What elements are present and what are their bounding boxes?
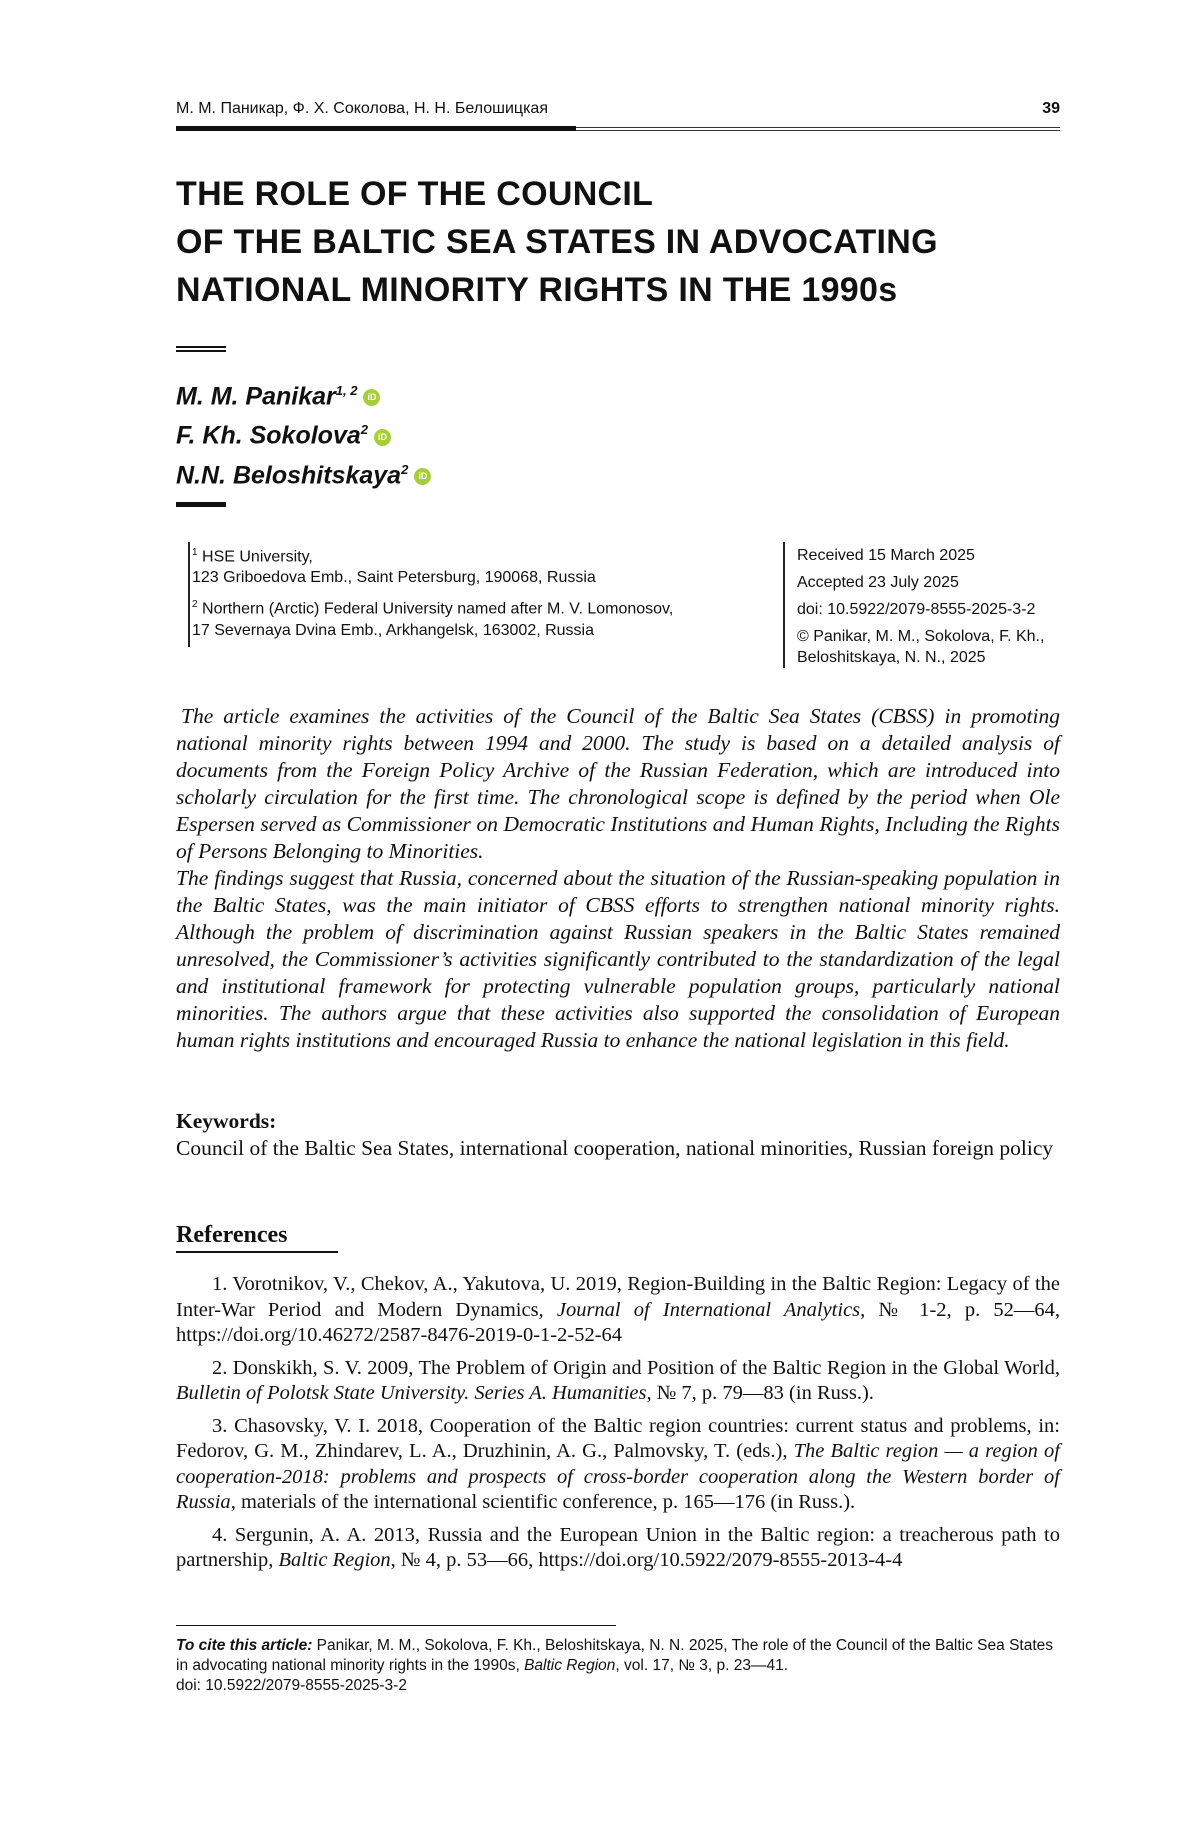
citation-label: To cite this article: [176,1637,312,1654]
running-header-authors: М. М. Паникар, Ф. Х. Соколова, Н. Н. Белошицкая [176,100,548,117]
affiliation-name: Northern (Arctic) Federal University named after M. V. Lomonosov, [202,601,673,618]
author-name: N.N. Beloshitskaya [176,461,401,489]
citation-doi[interactable]: doi: 10.5922/2079-8555-2025-3-2 [176,1677,407,1694]
copyright-line: Beloshitskaya, N. N., 2025 [797,649,986,666]
reference-source: Bulletin of Polotsk State University. Series A. Humanities [176,1382,647,1404]
author-list [176,374,431,492]
doi[interactable]: doi: 10.5922/2079-8555-2025-3-2 [797,596,1077,623]
divider-double [176,346,226,352]
page-number: 39 [1042,100,1060,118]
reference-text: , № 4, p. 53—66, https://doi.org/10.5922/2079-8555-2013-4-4 [391,1549,903,1571]
reference-text: 4. Sergunin, A. A. 2013, Russia and the European Union in the Baltic region: a treacherous path to partnership, [176,1524,1060,1572]
reference-item [176,1523,1060,1574]
affiliation-name: HSE University, [202,548,313,565]
title-line: OF THE BALTIC SEA STATES IN ADVOCATING [176,218,1060,266]
orcid-icon[interactable]: iD [414,468,431,485]
author-affiliation-sup: 2 [401,462,408,477]
abstract-paragraph: The article examines the activities of the Council of the Baltic Sea States (CBSS) in promoting national minority rights between 1994 and 2000. The study is based on a detailed analysis of documents from the Foreign Policy Archive of the Russian Federation, which are introduced into scholarly circulation for the first time. The chronological scope is defined by the period when Ole Espersen served as Commissioner on Democratic Institutions and Human Rights, Including the Rights of Persons Belonging to Minorities. [176,703,1060,865]
author [176,453,431,492]
author-name: F. Kh. Sokolova [176,422,361,450]
references-heading: References [176,1222,338,1253]
article-meta [783,542,1077,668]
accepted-date: Accepted 23 July 2025 [797,569,1077,596]
copyright [797,626,1077,668]
title-line: THE ROLE OF THE COUNCIL [176,170,1060,218]
affiliation [192,594,752,640]
orcid-icon[interactable]: iD [363,389,380,406]
divider-thick [176,502,226,507]
citation-journal: Baltic Region [524,1657,615,1674]
reference-text: , materials of the international scientific conference, p. 165—176 (in Russ.). [231,1491,856,1513]
article-title [176,170,1060,314]
received-date: Received 15 March 2025 [797,542,1077,569]
header-rule-thick [176,126,576,131]
footnote-rule [176,1625,616,1626]
reference-item [176,1414,1060,1516]
reference-text: 3. Chasovsky, V. I. 2018, Cooperation of the Baltic region countries: current status and problems, in: Fedorov, G. M., Zhindarev, L. A., Druzhinin, A. G., Palmovsky, T. (eds.), [176,1415,1060,1463]
keywords-label: Keywords: [176,1108,1060,1135]
affiliation [192,542,752,588]
affiliation-number: 1 [192,547,198,558]
author-affiliation-sup: 1, 2 [336,383,358,398]
running-header [176,100,1060,118]
reference-text: 1. Vorotnikov, V., Chekov, A., Yakutova, U. 2019, Region-Building in the Baltic Region: Legacy of the Inter-War Period and Modern Dynamics, [176,1273,1060,1321]
header-rule-double [576,127,1060,131]
abstract-paragraph: The findings suggest that Russia, concerned about the situation of the Russian-speaking population in the Baltic States, was the main initiator of CBSS efforts to strengthen national minority rights. Although the problem of discrimination against Russian speakers in the Baltic States remained unresolved, the Commissioner’s activities significantly contributed to the standardization of the legal and institutional framework for protecting vulnerable population groups, particularly national minorities. The authors argue that these activities also supported the consolidation of European human rights institutions and encouraged Russia to enhance the national legislation in this field. [176,865,1060,1054]
affiliation-address: 123 Griboedova Emb., Saint Petersburg, 190068, Russia [192,569,596,586]
copyright-line: © Panikar, M. M., Sokolova, F. Kh., [797,628,1044,645]
affiliation-address: 17 Severnaya Dvina Emb., Arkhangelsk, 163002, Russia [192,622,594,639]
affiliations [188,542,752,647]
citation-text: Panikar, M. M., Sokolova, F. Kh., Beloshitskaya, N. N. 2025, The role of the Council of the Baltic Sea States in advocating national minority rights in the 1990s, [176,1637,1053,1674]
keywords [176,1108,1060,1162]
abstract [176,703,1060,1054]
affiliation-number: 2 [192,599,198,610]
reference-item [176,1272,1060,1349]
citation-note [176,1636,1060,1696]
author-affiliation-sup: 2 [361,422,368,437]
reference-item [176,1356,1060,1407]
reference-text: , № 7, p. 79—83 (in Russ.). [647,1382,874,1404]
author [176,413,431,452]
reference-source: Baltic Region [278,1549,390,1571]
keywords-text: Council of the Baltic Sea States, international cooperation, national minorities, Russian foreign policy [176,1136,1053,1160]
reference-text: 2. Donskikh, S. V. 2009, The Problem of Origin and Position of the Baltic Region in the Global World, [212,1357,1060,1379]
reference-source: Journal of International Analytics [557,1299,860,1321]
reference-source: The Baltic region — a region of cooperation-2018: problems and prospects of cross-border cooperation along the Western border of Russia [176,1440,1060,1513]
author [176,374,431,413]
author-name: M. M. Panikar [176,382,336,410]
references-list [176,1272,1060,1581]
title-line: NATIONAL MINORITY RIGHTS IN THE 1990s [176,266,1060,314]
citation-text: , vol. 17, № 3, p. 23—41. [615,1657,788,1674]
orcid-icon[interactable]: iD [374,429,391,446]
reference-text: , № 1-2, p. 52—64, https://doi.org/10.46272/2587-8476-2019-0-1-2-52-64 [176,1299,1060,1347]
